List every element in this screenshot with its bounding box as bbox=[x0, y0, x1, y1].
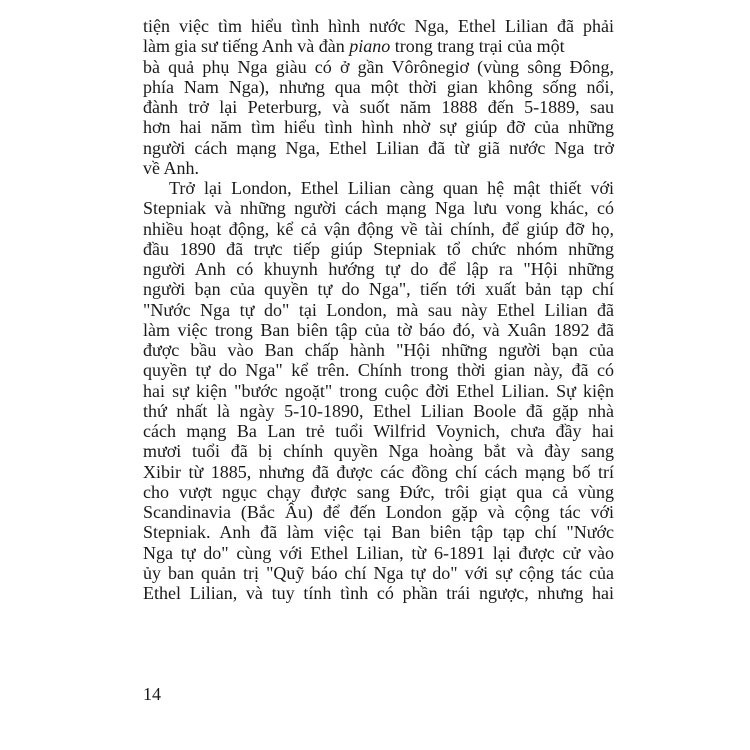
text-line: người cách mạng Nga, Ethel Lilian đã từ giã nước Nga trở bbox=[143, 137, 614, 158]
text-line: Xibir từ 1885, nhưng đã được các đồng chí cách mạng bố trí bbox=[143, 461, 614, 482]
text-line: phía Nam Nga), nhưng qua một thời gian không sống nổi, bbox=[143, 76, 614, 97]
text-line: cho vượt ngục chạy được sang Đức, trôi giạt qua cả vùng bbox=[143, 481, 614, 502]
text-line: về Anh. bbox=[143, 157, 199, 178]
text-line: hai sự kiện "bước ngoặt" trong cuộc đời Ethel Lilian. Sự kiện bbox=[143, 380, 614, 401]
paragraph-1 bbox=[143, 57, 614, 179]
text-line: Stepniak. Anh đã làm việc tại Ban biên tập tạp chí "Nước bbox=[143, 522, 614, 543]
text-segment: trong trang trại của một bbox=[390, 36, 565, 57]
text-line: Stepniak và những người cách mạng Nga lưu vong khác, có bbox=[143, 198, 614, 219]
text-line: Nga tự do" cùng với Ethel Lilian, từ 6-1891 lại được cử vào bbox=[143, 542, 614, 563]
text-segment bbox=[143, 36, 565, 56]
page-number: 14 bbox=[143, 684, 161, 704]
text-line: cách mạng Ba Lan trẻ tuổi Wilfrid Voynich, chưa đầy hai bbox=[143, 421, 614, 441]
text-line: người Anh có khuynh hướng tự do để lập ra "Hội những bbox=[143, 259, 614, 279]
text-line: nhiều hoạt động, kể cả vận động về tài chính, để giúp đỡ họ, bbox=[143, 218, 614, 239]
text-line: Ethel Lilian, và tuy tính tình có phần trái ngược, nhưng hai bbox=[143, 583, 614, 603]
text-line: mươi tuổi đã bị chính quyền Nga hoàng bắt và đày sang bbox=[143, 441, 614, 462]
text-line: Trở lại London, Ethel Lilian càng quan hệ mật thiết với bbox=[169, 178, 614, 198]
text-line: đầu 1890 đã trực tiếp giúp Stepniak tổ chức nhóm những bbox=[143, 238, 614, 259]
text-line: "Nước Nga tự do" tại London, mà sau này Ethel Lilian đã bbox=[143, 299, 614, 320]
text-line: thứ nhất là ngày 5-10-1890, Ethel Lilian Boole đã gặp nhà bbox=[143, 400, 614, 421]
text-line bbox=[143, 36, 614, 56]
text-line: bà quả phụ Nga giàu có ở gần Vôrônegiơ (vùng sông Đông, bbox=[143, 56, 614, 77]
italic-word: piano bbox=[349, 36, 391, 57]
text-line: Scandinavia (Bắc Âu) để đến London gặp và cộng tác với bbox=[143, 502, 614, 522]
paragraph-2 bbox=[143, 178, 614, 603]
body-text bbox=[143, 16, 614, 603]
text-segment: làm gia sư tiếng Anh và đàn bbox=[143, 36, 350, 57]
text-line: hơn hai năm tìm hiểu tình hình nhờ sự giúp đỡ của những bbox=[143, 117, 614, 138]
text-line: đành trở lại Peterburg, và suốt năm 1888 đến 5-1889, sau bbox=[143, 97, 614, 117]
text-line: tiện việc tìm hiểu tình hình nước Nga, Ethel Lilian đã phải bbox=[143, 16, 614, 36]
text-line: quyền tự do Nga" kể trên. Chính trong thời gian này, đã có bbox=[143, 360, 614, 381]
text-line: ủy ban quản trị "Quỹ báo chí Nga tự do" với sự cộng tác của bbox=[143, 562, 614, 583]
text-line: làm việc trong Ban biên tập của tờ báo đó, và Xuân 1892 đã bbox=[143, 319, 614, 340]
text-line: người bạn của quyền tự do Nga", tiến tới xuất bản tạp chí bbox=[143, 279, 614, 300]
text-line: được bầu vào Ban chấp hành "Hội những người bạn của bbox=[143, 340, 614, 360]
